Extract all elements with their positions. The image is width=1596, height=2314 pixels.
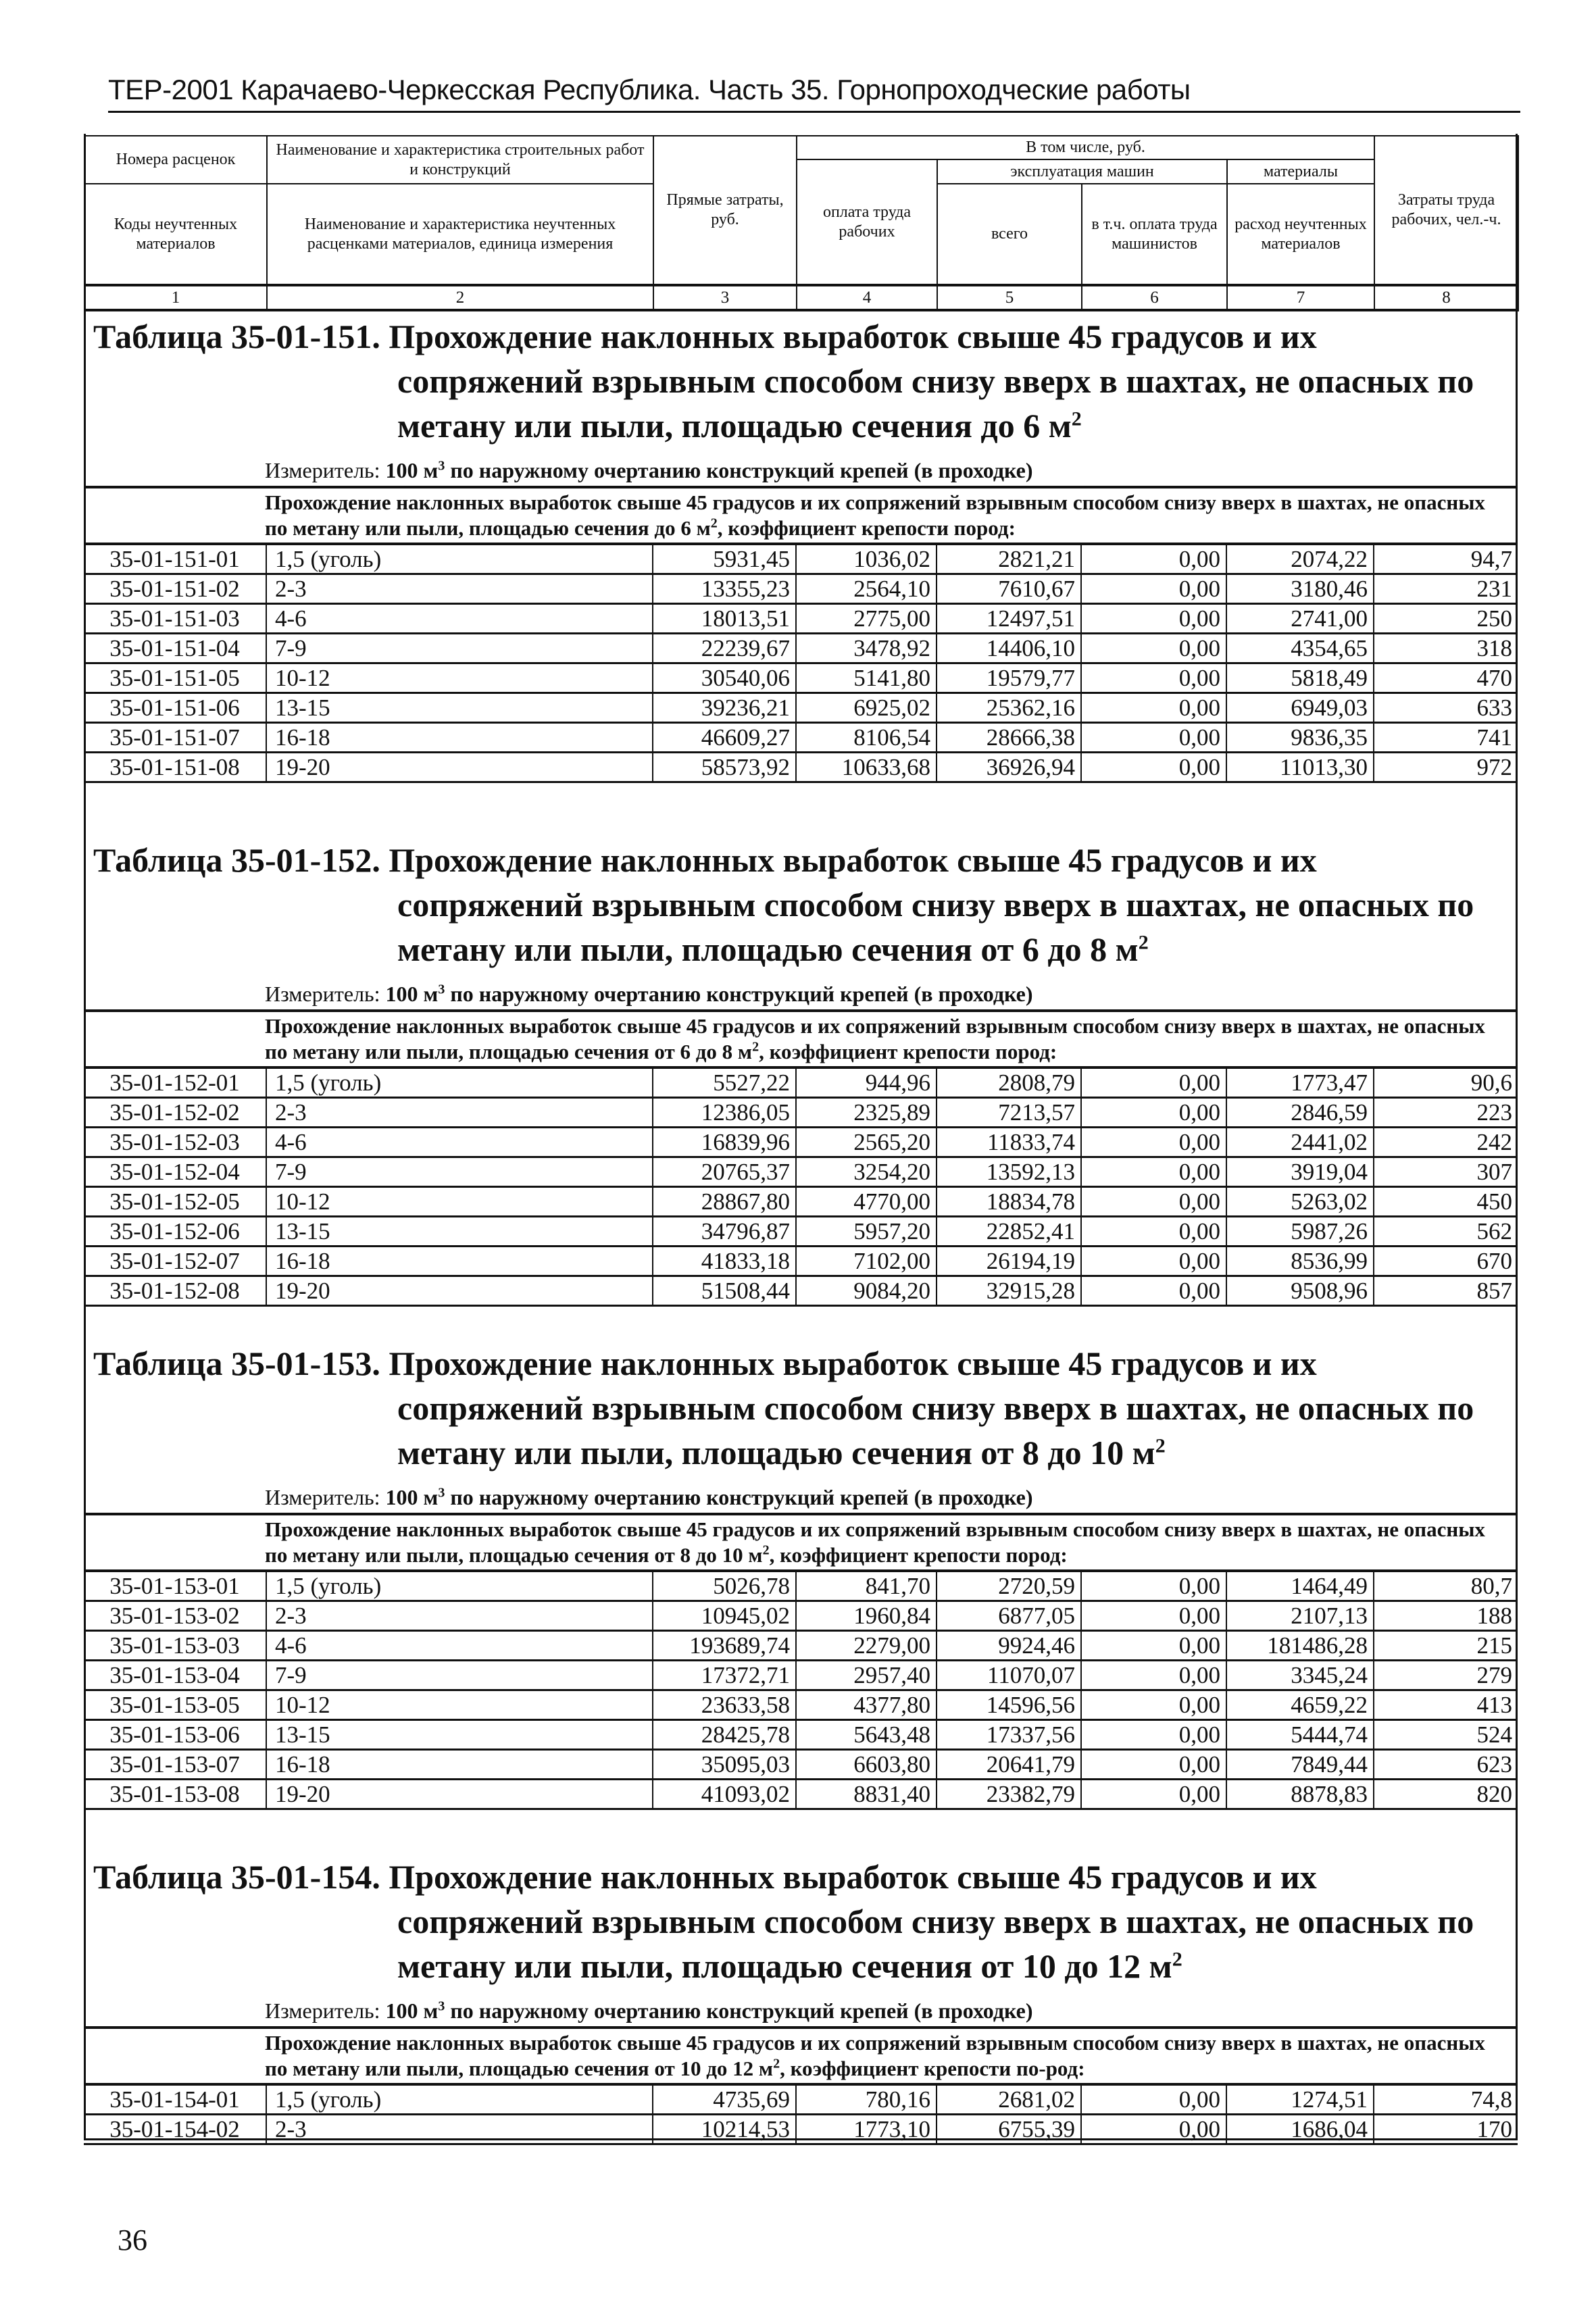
rock-hardness-cell: 1,5 (уголь) — [266, 1572, 653, 1601]
rate-code-cell: 35-01-153-07 — [84, 1750, 266, 1780]
rock-hardness-cell: 2-3 — [266, 1098, 653, 1128]
rate-code-cell: 35-01-153-06 — [84, 1720, 266, 1750]
header-including-group: В том числе, руб. — [797, 136, 1374, 159]
labor-hours-cell: 307 — [1374, 1157, 1518, 1187]
labor-hours-cell: 562 — [1374, 1217, 1518, 1247]
rate-code-cell: 35-01-152-03 — [84, 1128, 266, 1157]
operator-pay-cell: 0,00 — [1081, 663, 1226, 693]
table-row — [84, 1661, 1518, 1690]
machines-total-cell: 23382,79 — [937, 1780, 1081, 1809]
operator-pay-cell: 0,00 — [1081, 1572, 1226, 1601]
rock-hardness-cell: 19-20 — [266, 1780, 653, 1809]
direct-costs-cell: 5931,45 — [653, 545, 796, 574]
worker-pay-cell: 1036,02 — [796, 545, 937, 574]
rate-code-cell: 35-01-153-03 — [84, 1631, 266, 1661]
rate-code-cell: 35-01-152-07 — [84, 1247, 266, 1276]
header-material-name: Наименование и характеристика неучтенных расценками материалов, единица измерения — [267, 184, 653, 285]
table-title-line: сопряжений взрывным способом снизу вверх в шахтах, не опасных по — [397, 1903, 1474, 1940]
labor-hours-cell: 231 — [1374, 574, 1518, 604]
materials-cost-cell: 1686,04 — [1226, 2115, 1374, 2144]
labor-hours-cell: 318 — [1374, 634, 1518, 663]
table-row — [84, 2086, 1518, 2115]
rate-code-cell: 35-01-151-06 — [84, 693, 266, 723]
table-row — [84, 1069, 1518, 1098]
table-row — [84, 1601, 1518, 1631]
operator-pay-cell: 0,00 — [1081, 1750, 1226, 1780]
materials-cost-cell: 6949,03 — [1226, 693, 1374, 723]
materials-cost-cell: 2741,00 — [1226, 604, 1374, 634]
labor-hours-cell: 215 — [1374, 1631, 1518, 1661]
materials-cost-cell: 4659,22 — [1226, 1690, 1374, 1720]
table-title-line: метану или пыли, площадью сечения от 10 до 12 $м^2$ — [397, 1947, 1182, 1985]
operator-pay-cell: 0,00 — [1081, 1069, 1226, 1098]
labor-hours-cell: 170 — [1374, 2115, 1518, 2144]
rate-code-cell: 35-01-152-05 — [84, 1187, 266, 1217]
rock-hardness-cell: 4-6 — [266, 1631, 653, 1661]
direct-costs-cell: 5026,78 — [653, 1572, 796, 1601]
table-label: Таблица 35-01-151. — [93, 318, 380, 355]
machines-total-cell: 26194,19 — [937, 1247, 1081, 1276]
header-rule — [108, 111, 1520, 113]
machines-total-cell: 7610,67 — [937, 574, 1081, 604]
materials-cost-cell: 4354,65 — [1226, 634, 1374, 663]
worker-pay-cell: 8831,40 — [796, 1780, 937, 1809]
operator-pay-cell: 0,00 — [1081, 574, 1226, 604]
direct-costs-cell: 13355,23 — [653, 574, 796, 604]
materials-cost-cell: 2846,59 — [1226, 1098, 1374, 1128]
materials-cost-cell: 5987,26 — [1226, 1217, 1374, 1247]
operator-pay-cell: 0,00 — [1081, 604, 1226, 634]
group-description: Прохождение наклонных выработок свыше 45 градусов и их сопряжений взрывным способом снизу вверх в шахтах, не опасных по метану или пыли, площадью сечения до 6 $м^2$, коэффициент крепости пород: — [84, 488, 1518, 545]
materials-cost-cell: 8878,83 — [1226, 1780, 1374, 1809]
column-number: 1 — [84, 285, 267, 310]
direct-costs-cell: 51508,44 — [653, 1276, 796, 1306]
rate-code-cell: 35-01-152-06 — [84, 1217, 266, 1247]
rock-hardness-cell: 7-9 — [266, 634, 653, 663]
column-number: 4 — [797, 285, 937, 310]
rock-hardness-cell: 16-18 — [266, 1750, 653, 1780]
table-row — [84, 2115, 1518, 2144]
rates-table — [84, 2086, 1518, 2145]
operator-pay-cell: 0,00 — [1081, 1157, 1226, 1187]
table-label: Таблица 35-01-152. — [93, 841, 380, 879]
rock-hardness-cell: 2-3 — [266, 2115, 653, 2144]
rock-hardness-cell: 4-6 — [266, 1128, 653, 1157]
machines-total-cell: 14406,10 — [937, 634, 1081, 663]
rate-table-section — [84, 314, 1518, 783]
rates-table — [84, 1572, 1518, 1810]
column-number: 3 — [653, 285, 797, 310]
labor-hours-cell: 972 — [1374, 753, 1518, 782]
machines-total-cell: 7213,57 — [937, 1098, 1081, 1128]
rock-hardness-cell: 10-12 — [266, 1690, 653, 1720]
header-unaccounted-materials: расход неучтенных материалов — [1227, 184, 1374, 285]
table-title-line: сопряжений взрывным способом снизу вверх в шахтах, не опасных по — [397, 362, 1474, 400]
direct-costs-cell: 34796,87 — [653, 1217, 796, 1247]
direct-costs-cell: 12386,05 — [653, 1098, 796, 1128]
machines-total-cell: 19579,77 — [937, 663, 1081, 693]
materials-cost-cell: 2074,22 — [1226, 545, 1374, 574]
rate-code-cell: 35-01-151-04 — [84, 634, 266, 663]
rock-hardness-cell: 16-18 — [266, 723, 653, 753]
operator-pay-cell: 0,00 — [1081, 1187, 1226, 1217]
worker-pay-cell: 2564,10 — [796, 574, 937, 604]
operator-pay-cell: 0,00 — [1081, 634, 1226, 663]
direct-costs-cell: 10945,02 — [653, 1601, 796, 1631]
machines-total-cell: 25362,16 — [937, 693, 1081, 723]
machines-total-cell: 2681,02 — [937, 2086, 1081, 2115]
materials-cost-cell: 1274,51 — [1226, 2086, 1374, 2115]
table-title-line: Прохождение наклонных выработок свыше 45 градусов и их — [389, 1858, 1317, 1896]
table-label: Таблица 35-01-153. — [93, 1344, 380, 1382]
rate-code-cell: 35-01-151-08 — [84, 753, 266, 782]
rate-code-cell: 35-01-153-08 — [84, 1780, 266, 1809]
table-title-line: сопряжений взрывным способом снизу вверх в шахтах, не опасных по — [397, 886, 1474, 924]
rate-code-cell: 35-01-152-02 — [84, 1098, 266, 1128]
worker-pay-cell: 4377,80 — [796, 1690, 937, 1720]
worker-pay-cell: 6603,80 — [796, 1750, 937, 1780]
worker-pay-cell: 4770,00 — [796, 1187, 937, 1217]
rock-hardness-cell: 19-20 — [266, 1276, 653, 1306]
machines-total-cell: 28666,38 — [937, 723, 1081, 753]
rock-hardness-cell: 13-15 — [266, 1217, 653, 1247]
operator-pay-cell: 0,00 — [1081, 693, 1226, 723]
rate-code-cell: 35-01-152-01 — [84, 1069, 266, 1098]
labor-hours-cell: 74,8 — [1374, 2086, 1518, 2115]
table-row — [84, 1276, 1518, 1306]
rock-hardness-cell: 7-9 — [266, 1661, 653, 1690]
header-material-codes: Коды неучтенных материалов — [84, 184, 267, 285]
rock-hardness-cell: 2-3 — [266, 1601, 653, 1631]
header-labor-hours: Затраты труда рабочих, чел.-ч. — [1374, 136, 1518, 285]
materials-cost-cell: 3919,04 — [1226, 1157, 1374, 1187]
machines-total-cell: 36926,94 — [937, 753, 1081, 782]
column-number: 7 — [1227, 285, 1374, 310]
machines-total-cell: 20641,79 — [937, 1750, 1081, 1780]
machines-total-cell: 11833,74 — [937, 1128, 1081, 1157]
operator-pay-cell: 0,00 — [1081, 1601, 1226, 1631]
machines-total-cell: 2808,79 — [937, 1069, 1081, 1098]
table-title — [84, 1341, 1518, 1475]
direct-costs-cell: 17372,71 — [653, 1661, 796, 1690]
direct-costs-cell: 30540,06 — [653, 663, 796, 693]
rock-hardness-cell: 13-15 — [266, 693, 653, 723]
operator-pay-cell: 0,00 — [1081, 1631, 1226, 1661]
table-title-line: Прохождение наклонных выработок свыше 45 градусов и их — [389, 841, 1317, 879]
labor-hours-cell: 188 — [1374, 1601, 1518, 1631]
direct-costs-cell: 46609,27 — [653, 723, 796, 753]
labor-hours-cell: 279 — [1374, 1661, 1518, 1690]
materials-cost-cell: 5444,74 — [1226, 1720, 1374, 1750]
direct-costs-cell: 4735,69 — [653, 2086, 796, 2115]
operator-pay-cell: 0,00 — [1081, 2115, 1226, 2144]
column-number: 8 — [1374, 285, 1518, 310]
rate-code-cell: 35-01-152-08 — [84, 1276, 266, 1306]
labor-hours-cell: 413 — [1374, 1690, 1518, 1720]
labor-hours-cell: 223 — [1374, 1098, 1518, 1128]
table-row — [84, 1187, 1518, 1217]
rock-hardness-cell: 16-18 — [266, 1247, 653, 1276]
rock-hardness-cell: 4-6 — [266, 604, 653, 634]
rate-code-cell: 35-01-151-03 — [84, 604, 266, 634]
labor-hours-cell: 820 — [1374, 1780, 1518, 1809]
materials-cost-cell: 11013,30 — [1226, 753, 1374, 782]
worker-pay-cell: 6925,02 — [796, 693, 937, 723]
machines-total-cell: 6755,39 — [937, 2115, 1081, 2144]
measurement-unit: Измеритель: 100 $м^3$ по наружному очертанию конструкций крепей (в проходке) — [84, 981, 1518, 1012]
worker-pay-cell: 1960,84 — [796, 1601, 937, 1631]
rates-table — [84, 1069, 1518, 1307]
worker-pay-cell: 2957,40 — [796, 1661, 937, 1690]
operator-pay-cell: 0,00 — [1081, 1720, 1226, 1750]
labor-hours-cell: 623 — [1374, 1750, 1518, 1780]
table-title-line: сопряжений взрывным способом снизу вверх в шахтах, не опасных по — [397, 1389, 1474, 1427]
worker-pay-cell: 3478,92 — [796, 634, 937, 663]
operator-pay-cell: 0,00 — [1081, 1247, 1226, 1276]
table-title — [84, 314, 1518, 448]
direct-costs-cell: 20765,37 — [653, 1157, 796, 1187]
table-title — [84, 1855, 1518, 1988]
operator-pay-cell: 0,00 — [1081, 2086, 1226, 2115]
labor-hours-cell: 242 — [1374, 1128, 1518, 1157]
table-row — [84, 1631, 1518, 1661]
measurement-unit: Измеритель: 100 $м^3$ по наружному очертанию конструкций крепей (в проходке) — [84, 1484, 1518, 1515]
worker-pay-cell: 10633,68 — [796, 753, 937, 782]
worker-pay-cell: 2325,89 — [796, 1098, 937, 1128]
page-header: ТЕР-2001 Карачаево-Черкесская Республика. Часть 35. Горнопроходческие работы — [108, 74, 1191, 105]
direct-costs-cell: 28425,78 — [653, 1720, 796, 1750]
column-header-table — [84, 135, 1519, 311]
rock-hardness-cell: 13-15 — [266, 1720, 653, 1750]
table-row — [84, 604, 1518, 634]
rate-table-section — [84, 838, 1518, 1307]
direct-costs-cell: 41833,18 — [653, 1247, 796, 1276]
table-row — [84, 663, 1518, 693]
table-title-line: метану или пыли, площадью сечения от 8 до 10 $м^2$ — [397, 1434, 1166, 1472]
table-row — [84, 634, 1518, 663]
machines-total-cell: 11070,07 — [937, 1661, 1081, 1690]
table-row — [84, 1128, 1518, 1157]
direct-costs-cell: 35095,03 — [653, 1750, 796, 1780]
operator-pay-cell: 0,00 — [1081, 723, 1226, 753]
table-row — [84, 545, 1518, 574]
rate-code-cell: 35-01-153-04 — [84, 1661, 266, 1690]
direct-costs-cell: 28867,80 — [653, 1187, 796, 1217]
table-row — [84, 1157, 1518, 1187]
column-number: 6 — [1082, 285, 1227, 310]
labor-hours-cell: 670 — [1374, 1247, 1518, 1276]
table-title — [84, 838, 1518, 972]
table-row — [84, 1217, 1518, 1247]
table-row — [84, 1690, 1518, 1720]
labor-hours-cell: 524 — [1374, 1720, 1518, 1750]
machines-total-cell: 2821,21 — [937, 545, 1081, 574]
rate-code-cell: 35-01-151-01 — [84, 545, 266, 574]
materials-cost-cell: 7849,44 — [1226, 1750, 1374, 1780]
operator-pay-cell: 0,00 — [1081, 545, 1226, 574]
header-materials-group: материалы — [1227, 159, 1374, 184]
rock-hardness-cell: 10-12 — [266, 1187, 653, 1217]
worker-pay-cell: 5141,80 — [796, 663, 937, 693]
direct-costs-cell: 10214,53 — [653, 2115, 796, 2144]
materials-cost-cell: 9508,96 — [1226, 1276, 1374, 1306]
machines-total-cell: 14596,56 — [937, 1690, 1081, 1720]
rate-code-cell: 35-01-153-01 — [84, 1572, 266, 1601]
rate-code-cell: 35-01-153-05 — [84, 1690, 266, 1720]
labor-hours-cell: 94,7 — [1374, 545, 1518, 574]
header-work-name: Наименование и характеристика строительных работ и конструкций — [267, 136, 653, 184]
labor-hours-cell: 250 — [1374, 604, 1518, 634]
group-description: Прохождение наклонных выработок свыше 45 градусов и их сопряжений взрывным способом снизу вверх в шахтах, не опасных по метану или пыли, площадью сечения от 10 до 12 $м^2$, коэффициент крепости по-род: — [84, 2029, 1518, 2086]
worker-pay-cell: 780,16 — [796, 2086, 937, 2115]
rock-hardness-cell: 19-20 — [266, 753, 653, 782]
worker-pay-cell: 841,70 — [796, 1572, 937, 1601]
materials-cost-cell: 8536,99 — [1226, 1247, 1374, 1276]
measurement-unit: Измеритель: 100 $м^3$ по наружному очертанию конструкций крепей (в проходке) — [84, 1998, 1518, 2029]
table-label: Таблица 35-01-154. — [93, 1858, 380, 1896]
direct-costs-cell: 41093,02 — [653, 1780, 796, 1809]
table-row — [84, 1750, 1518, 1780]
table-row — [84, 574, 1518, 604]
operator-pay-cell: 0,00 — [1081, 1780, 1226, 1809]
worker-pay-cell: 2565,20 — [796, 1128, 937, 1157]
worker-pay-cell: 7102,00 — [796, 1247, 937, 1276]
materials-cost-cell: 181486,28 — [1226, 1631, 1374, 1661]
machines-total-cell: 12497,51 — [937, 604, 1081, 634]
direct-costs-cell: 23633,58 — [653, 1690, 796, 1720]
materials-cost-cell: 5818,49 — [1226, 663, 1374, 693]
labor-hours-cell: 80,7 — [1374, 1572, 1518, 1601]
machines-total-cell: 17337,56 — [937, 1720, 1081, 1750]
operator-pay-cell: 0,00 — [1081, 1276, 1226, 1306]
operator-pay-cell: 0,00 — [1081, 753, 1226, 782]
direct-costs-cell: 16839,96 — [653, 1128, 796, 1157]
header-operator-pay: в т.ч. оплата труда машинистов — [1082, 184, 1227, 285]
materials-cost-cell: 5263,02 — [1226, 1187, 1374, 1217]
materials-cost-cell: 1773,47 — [1226, 1069, 1374, 1098]
rates-table — [84, 545, 1518, 783]
labor-hours-cell: 741 — [1374, 723, 1518, 753]
table-row — [84, 1720, 1518, 1750]
table-title-line: метану или пыли, площадью сечения до 6 $м^2$ — [397, 407, 1082, 445]
rate-code-cell: 35-01-151-02 — [84, 574, 266, 604]
rate-code-cell: 35-01-151-05 — [84, 663, 266, 693]
direct-costs-cell: 39236,21 — [653, 693, 796, 723]
table-title-line: Прохождение наклонных выработок свыше 45 градусов и их — [389, 318, 1317, 355]
rate-code-cell: 35-01-152-04 — [84, 1157, 266, 1187]
table-title-line: Прохождение наклонных выработок свыше 45 градусов и их — [389, 1344, 1317, 1382]
materials-cost-cell: 2441,02 — [1226, 1128, 1374, 1157]
group-description: Прохождение наклонных выработок свыше 45 градусов и их сопряжений взрывным способом снизу вверх в шахтах, не опасных по метану или пыли, площадью сечения от 6 до 8 $м^2$, коэффициент крепости пород: — [84, 1012, 1518, 1069]
worker-pay-cell: 1773,10 — [796, 2115, 937, 2144]
labor-hours-cell: 633 — [1374, 693, 1518, 723]
worker-pay-cell: 2279,00 — [796, 1631, 937, 1661]
table-row — [84, 1780, 1518, 1809]
table-title-line: метану или пыли, площадью сечения от 6 до 8 $м^2$ — [397, 930, 1149, 968]
rate-code-cell: 35-01-154-01 — [84, 2086, 266, 2115]
labor-hours-cell: 470 — [1374, 663, 1518, 693]
rate-table-section — [84, 1341, 1518, 1810]
machines-total-cell: 6877,05 — [937, 1601, 1081, 1631]
direct-costs-cell: 22239,67 — [653, 634, 796, 663]
worker-pay-cell: 3254,20 — [796, 1157, 937, 1187]
direct-costs-cell: 58573,92 — [653, 753, 796, 782]
table-row — [84, 753, 1518, 782]
rock-hardness-cell: 1,5 (уголь) — [266, 545, 653, 574]
worker-pay-cell: 944,96 — [796, 1069, 937, 1098]
header-worker-pay: оплата труда рабочих — [797, 159, 937, 285]
group-description: Прохождение наклонных выработок свыше 45 градусов и их сопряжений взрывным способом снизу вверх в шахтах, не опасных по метану или пыли, площадью сечения от 8 до 10 $м^2$, коэффициент крепости пород: — [84, 1515, 1518, 1572]
operator-pay-cell: 0,00 — [1081, 1098, 1226, 1128]
materials-cost-cell: 9836,35 — [1226, 723, 1374, 753]
page-number: 36 — [118, 2223, 147, 2257]
header-rate-numbers: Номера расценок — [84, 136, 267, 184]
table-row — [84, 723, 1518, 753]
machines-total-cell: 18834,78 — [937, 1187, 1081, 1217]
machines-total-cell: 32915,28 — [937, 1276, 1081, 1306]
worker-pay-cell: 8106,54 — [796, 723, 937, 753]
labor-hours-cell: 857 — [1374, 1276, 1518, 1306]
materials-cost-cell: 3180,46 — [1226, 574, 1374, 604]
column-number: 2 — [267, 285, 653, 310]
operator-pay-cell: 0,00 — [1081, 1661, 1226, 1690]
rock-hardness-cell: 1,5 (уголь) — [266, 1069, 653, 1098]
direct-costs-cell: 18013,51 — [653, 604, 796, 634]
rock-hardness-cell: 7-9 — [266, 1157, 653, 1187]
machines-total-cell: 13592,13 — [937, 1157, 1081, 1187]
direct-costs-cell: 5527,22 — [653, 1069, 796, 1098]
column-number: 5 — [937, 285, 1082, 310]
measurement-unit: Измеритель: 100 $м^3$ по наружному очертанию конструкций крепей (в проходке) — [84, 457, 1518, 488]
labor-hours-cell: 450 — [1374, 1187, 1518, 1217]
rate-code-cell: 35-01-154-02 — [84, 2115, 266, 2144]
header-machines-total: всего — [937, 184, 1082, 285]
machines-total-cell: 9924,46 — [937, 1631, 1081, 1661]
header-machines-group: эксплуатация машин — [937, 159, 1227, 184]
rate-code-cell: 35-01-153-02 — [84, 1601, 266, 1631]
labor-hours-cell: 90,6 — [1374, 1069, 1518, 1098]
rock-hardness-cell: 2-3 — [266, 574, 653, 604]
materials-cost-cell: 3345,24 — [1226, 1661, 1374, 1690]
machines-total-cell: 2720,59 — [937, 1572, 1081, 1601]
rate-table-section — [84, 1855, 1518, 2145]
materials-cost-cell: 2107,13 — [1226, 1601, 1374, 1631]
rock-hardness-cell: 10-12 — [266, 663, 653, 693]
worker-pay-cell: 5643,48 — [796, 1720, 937, 1750]
table-row — [84, 693, 1518, 723]
rate-code-cell: 35-01-151-07 — [84, 723, 266, 753]
machines-total-cell: 22852,41 — [937, 1217, 1081, 1247]
operator-pay-cell: 0,00 — [1081, 1217, 1226, 1247]
header-direct-costs: Прямые затраты, руб. — [653, 136, 797, 285]
operator-pay-cell: 0,00 — [1081, 1128, 1226, 1157]
materials-cost-cell: 1464,49 — [1226, 1572, 1374, 1601]
worker-pay-cell: 2775,00 — [796, 604, 937, 634]
table-row — [84, 1572, 1518, 1601]
worker-pay-cell: 5957,20 — [796, 1217, 937, 1247]
direct-costs-cell: 193689,74 — [653, 1631, 796, 1661]
table-row — [84, 1098, 1518, 1128]
table-row — [84, 1247, 1518, 1276]
operator-pay-cell: 0,00 — [1081, 1690, 1226, 1720]
rock-hardness-cell: 1,5 (уголь) — [266, 2086, 653, 2115]
worker-pay-cell: 9084,20 — [796, 1276, 937, 1306]
